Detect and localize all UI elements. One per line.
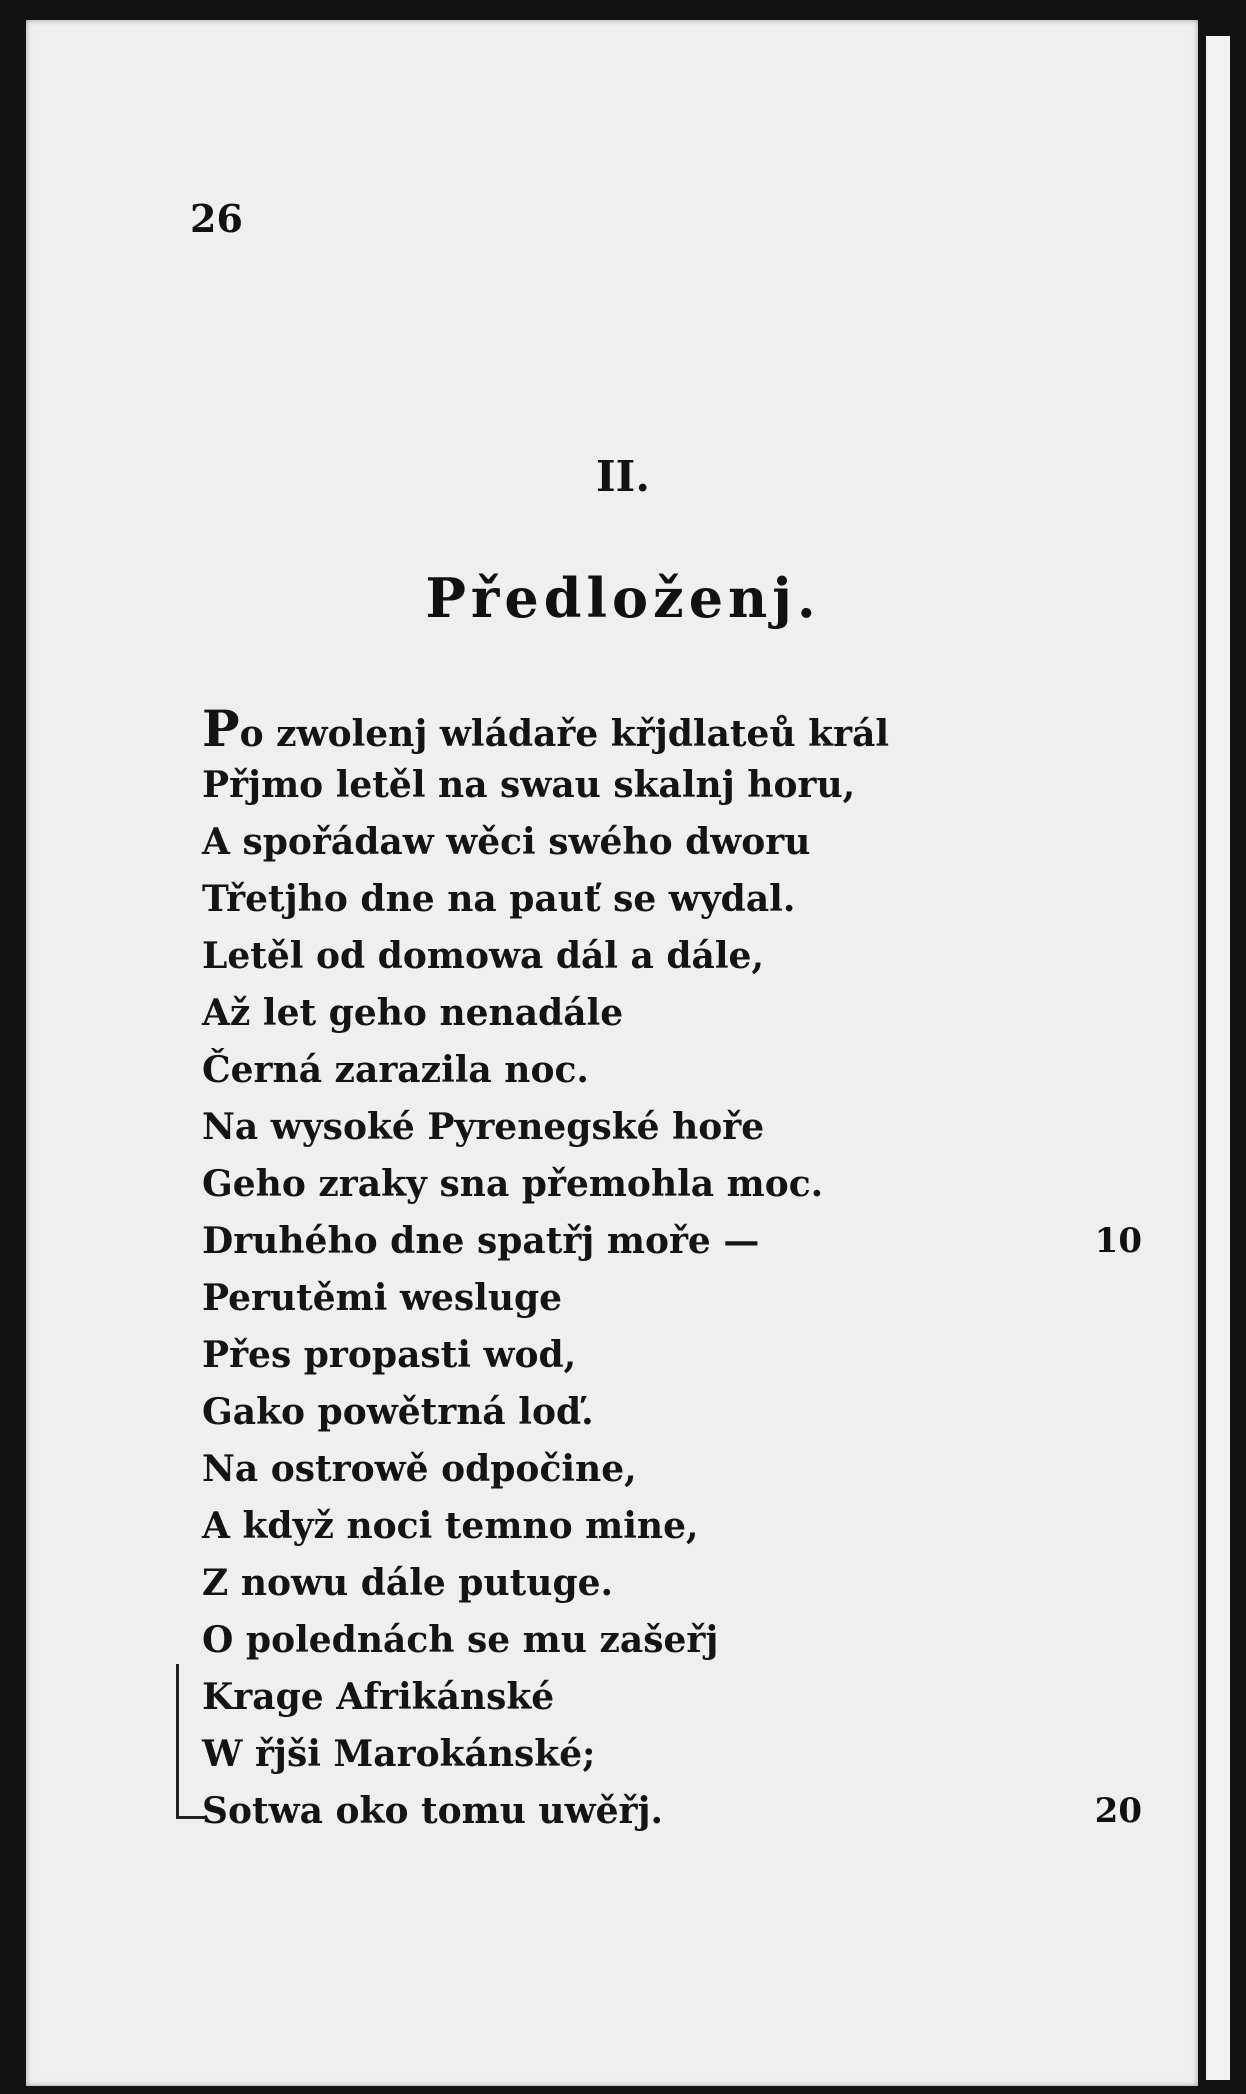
poem-line-text: Krage Afrikánské (202, 1676, 555, 1718)
poem-line (202, 1669, 1162, 1726)
poem-line-text: Na wysoké Pyrenegské hoře (202, 1106, 765, 1148)
poem-line-text: Přes propasti wod, (202, 1334, 577, 1376)
poem-line (202, 1327, 1162, 1384)
poem-line-text: Přjmo letěl na swau skalnj horu, (202, 764, 856, 806)
poem-line-text: Letěl od domowa dál a dále, (202, 935, 764, 977)
poem-line-text: Po zwolenj wládaře křjdlateů král (202, 699, 890, 758)
poem-line-text: O polednách se mu zašeřj (202, 1619, 719, 1661)
poem-line-text: A spořádaw wěci swého dworu (202, 821, 811, 863)
poem-line (202, 1726, 1162, 1783)
adjacent-page-edge (1206, 36, 1230, 2080)
poem-line-text: Gako powětrná loď. (202, 1391, 594, 1433)
poem-line (202, 1783, 1162, 1840)
poem-line-text: A když noci temno mine, (202, 1505, 699, 1547)
poem-line-text: Z nowu dále putuge. (202, 1562, 614, 1604)
poem-line-text: Třetjho dne na pauť se wydal. (202, 878, 796, 920)
poem-line-text: Na ostrowě odpočine, (202, 1448, 637, 1490)
line-number: 20 (1094, 1791, 1142, 1831)
poem-line (202, 1441, 1162, 1498)
poem-title: Předloženj. (425, 566, 821, 630)
poem-line (202, 1270, 1162, 1327)
poem-line (202, 985, 1162, 1042)
poem-line (202, 1612, 1162, 1669)
page-number: 26 (190, 196, 243, 241)
poem-line-text: Druhého dne spatřj moře — (202, 1220, 760, 1262)
line-number: 10 (1094, 1221, 1142, 1261)
poem-line (202, 871, 1162, 928)
poem-line-text: Sotwa oko tomu uwěřj. (202, 1790, 664, 1832)
poem-line (202, 928, 1162, 985)
poem-line (202, 1156, 1162, 1213)
poem-line-text: Černá zarazila noc. (202, 1049, 589, 1091)
poem-line (202, 757, 1162, 814)
handwritten-bracket-mark (176, 1664, 205, 1819)
poem-line (202, 1384, 1162, 1441)
section-number: II. (596, 452, 650, 501)
poem-line-text: Až let geho nenadále (202, 992, 624, 1034)
poem-line (202, 1498, 1162, 1555)
poem-line (202, 1042, 1162, 1099)
poem-line-text: W řjši Marokánské; (202, 1733, 596, 1775)
poem-line (202, 700, 1162, 757)
poem-line (202, 814, 1162, 871)
poem-line-text: Perutěmi wesluge (202, 1277, 563, 1319)
poem-line-text: Geho zraky sna přemohla moc. (202, 1163, 824, 1205)
poem-body (202, 700, 1162, 1840)
poem-line (202, 1099, 1162, 1156)
poem-line (202, 1213, 1162, 1270)
poem-line (202, 1555, 1162, 1612)
